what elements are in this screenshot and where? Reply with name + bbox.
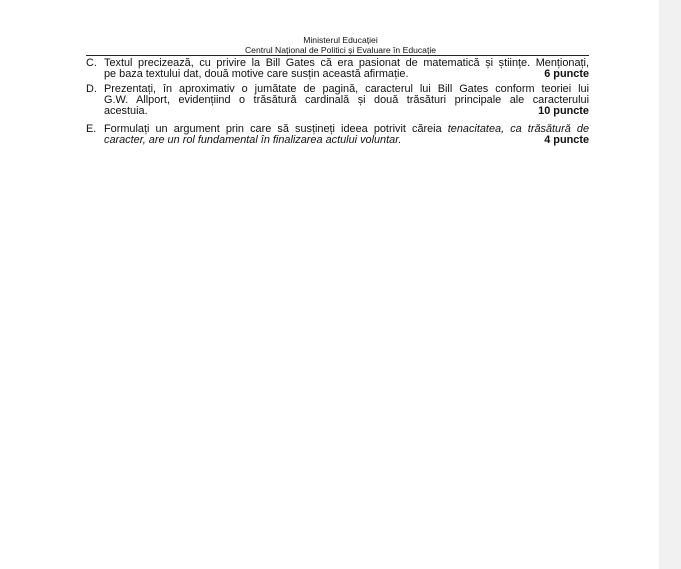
item-letter: D. [86, 83, 97, 95]
header-ministry: Ministerul Educației [303, 35, 378, 45]
points-label: 4 puncte [544, 134, 589, 146]
header-divider [86, 55, 589, 56]
item-letter: E. [86, 123, 97, 135]
item-letter: C. [86, 57, 97, 69]
points-label: 10 puncte [538, 105, 589, 117]
points-label: 6 puncte [544, 68, 589, 80]
header-center: Centrul Național de Politici și Evaluare în Educație [244, 45, 437, 55]
item-text-line: pe baza textului dat, două motive care susțin această afirmație. 6 puncte [104, 68, 589, 80]
item-text-line: G.W. Allport, evidențiind o trăsătură cardinală și două trăsături principale ale caracterului [104, 94, 589, 106]
item-text-line: Textul precizează, cu privire la Bill Gates că era pasionat de matematică și științe. Menționați, [104, 57, 589, 69]
item-text-line: Formulați un argument prin care să susțineți ideea potrivit căreia tenacitatea, ca trăsătură de [104, 123, 590, 135]
question-item-d [86, 84, 589, 117]
item-text-line: acestuia. 10 puncte [104, 105, 589, 117]
page-gutter [659, 0, 681, 569]
question-item-e [86, 124, 589, 146]
question-item-c [86, 58, 589, 80]
item-text-line: caracter, are un rol fundamental în finalizarea actului voluntar. 4 puncte [104, 134, 589, 146]
item-text-line: Prezentați, în aproximativ o jumătate de pagină, caracterul lui Bill Gates conform teoriei lui [104, 83, 589, 95]
